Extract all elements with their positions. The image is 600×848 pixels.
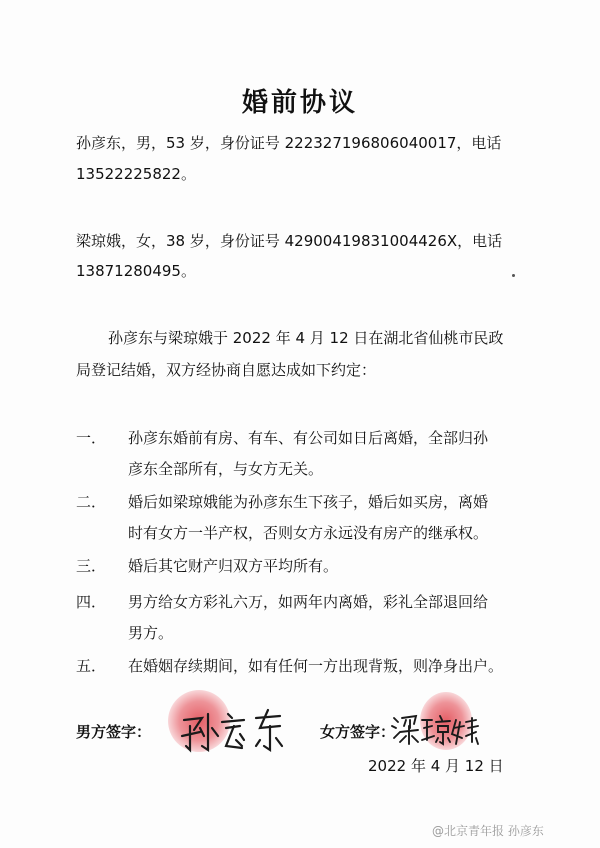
intro-line-2: 局登记结婚，双方经协商自愿达成如下约定： <box>76 361 377 379</box>
scan-speck <box>512 274 515 277</box>
signing-date: 2022 年 4 月 12 日 <box>368 757 504 775</box>
clause-2-line-2: 时有女方一半产权，否则女方永远没有房产的继承权。 <box>128 524 489 542</box>
clause-number: 三． <box>76 557 107 575</box>
intro-line-1: 孙彦东与梁琼娥于 2022 年 4 月 12 日在湖北省仙桃市民政 <box>108 329 504 347</box>
clause-number: 五． <box>76 657 107 675</box>
female-handwritten-signature <box>390 712 480 748</box>
male-handwritten-signature <box>176 706 296 756</box>
clause-3-line-1: 婚后其它财产归双方平均所有。 <box>128 557 339 575</box>
clause-5-line-1: 在婚姻存续期间，如有任何一方出现背叛，则净身出户。 <box>128 657 504 675</box>
watermark: @北京青年报 孙彦东 <box>432 824 544 838</box>
clause-1-line-2: 彦东全部所有，与女方无关。 <box>128 460 324 478</box>
clause-1-line-1: 孙彦东婚前有房、有车、有公司如日后离婚，全部归孙 <box>128 429 489 447</box>
male-signature-label: 男方签字： <box>76 723 152 741</box>
male-party-line-2: 13522225822。 <box>76 165 196 183</box>
clause-4-line-1: 男方给女方彩礼六万，如两年内离婚，彩礼全部退回给 <box>128 593 489 611</box>
clause-number: 一． <box>76 429 107 447</box>
clause-number: 二． <box>76 493 107 511</box>
female-signature-label: 女方签字： <box>320 723 396 741</box>
clause-2-line-1: 婚后如梁琼娥能为孙彦东生下孩子，婚后如买房，离婚 <box>128 493 489 511</box>
male-party-line-1: 孙彦东，男，53 岁，身份证号 222327196806040017，电话 <box>76 134 502 152</box>
clause-4-line-2: 男方。 <box>128 624 174 642</box>
document-title: 婚前协议 <box>241 88 358 118</box>
clause-number: 四． <box>76 593 107 611</box>
female-party-line-2: 13871280495。 <box>76 262 196 280</box>
female-party-line-1: 梁琼娥，女，38 岁，身份证号 42900419831004426X，电话 <box>76 232 503 250</box>
